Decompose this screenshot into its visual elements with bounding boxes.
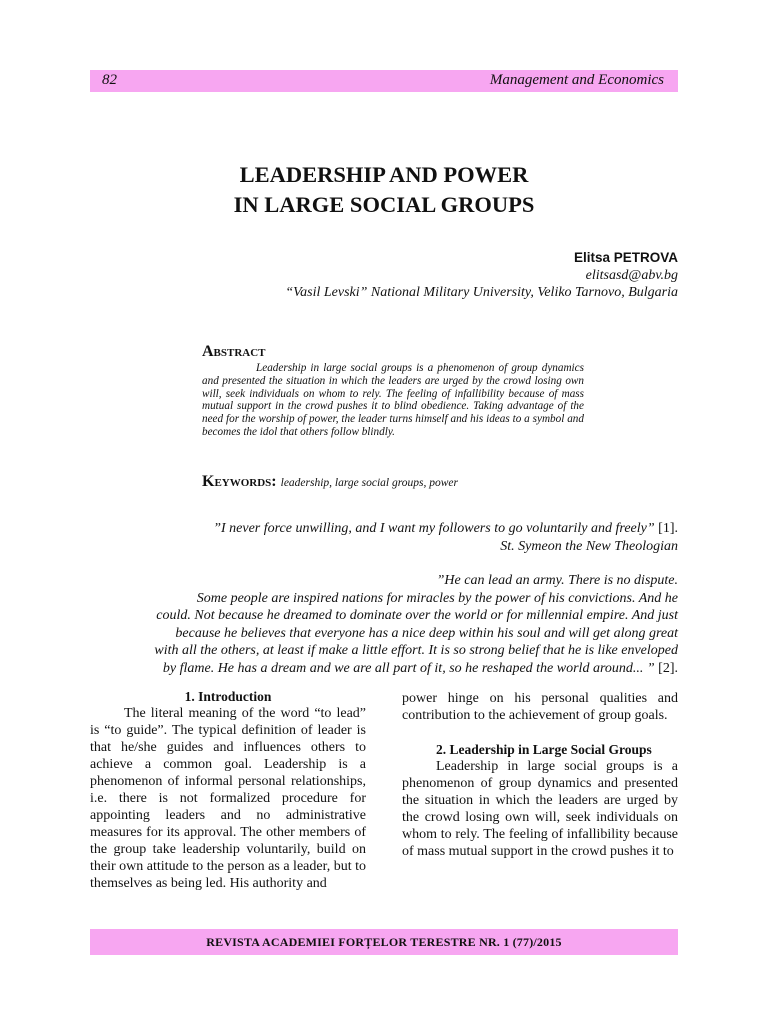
footer-journal-title: REVISTA ACADEMIEI FORȚELOR TERESTRE NR. 1 (77)/2015 <box>206 935 562 949</box>
journal-section: Management and Economics <box>489 72 664 88</box>
keywords-heading: Keywords: <box>202 473 277 490</box>
title-line-2: IN LARGE SOCIAL GROUPS <box>233 192 535 217</box>
author-name: Elitsa PETROVA <box>573 250 678 265</box>
article-title <box>90 160 678 220</box>
epigraph-2 <box>90 572 678 677</box>
footer-band <box>90 929 678 955</box>
epigraph-2-line: Some people are inspired nations for miracles by the power of his convictions. And he <box>196 590 678 606</box>
epigraph-2-line: by flame. He has a dream and we are all part of it, so he reshaped the world around... ” <box>162 660 655 676</box>
epigraph-2-line: ”He can lead an army. There is no dispute. <box>436 573 678 588</box>
page-number: 82 <box>102 72 117 88</box>
keywords-text: leadership, large social groups, power <box>280 477 459 489</box>
epigraph-1-ref: [1]. <box>658 521 678 536</box>
epigraph-2-line: because he believes that everyone has a nice deep within his soul and will get along great <box>175 625 678 641</box>
author-affiliation: “Vasil Levski” National Military University, Veliko Tarnovo, Bulgaria <box>285 285 678 300</box>
section-1-paragraph: The literal meaning of the word “to lead” is “to guide”. The typical definition of leader is that he/she guides and influences others to achieve a common goal. Leadership is a phenomenon of informal personal relationships, i.e. there is not formalized procedure for appointing leaders and no administrative measures for its approval. The other members of the group take leadership voluntarily, build on their own attitude to the person as a leader, but to themselves as being led. His authority and <box>90 706 366 891</box>
section-2-heading: 2. Leadership in Large Social Groups <box>436 742 652 757</box>
epigraph-2-line: with all the others, at least if make a little effort. It is so strong belief that he is like enveloped <box>154 643 678 658</box>
epigraph-1 <box>213 520 678 556</box>
epigraph-1-quote: ”I never force unwilling, and I want my followers to go voluntarily and freely” <box>213 521 655 536</box>
title-line-1: LEADERSHIP AND POWER <box>239 162 529 187</box>
epigraph-2-ref: [2]. <box>658 660 678 676</box>
section-2-paragraph: Leadership in large social groups is a phenomenon of group dynamics and presented the situation in which the leaders are urged by the crowd losing own will, seek individuals on whom to rely. The feeling of infallibility because of mass mutual support in the crowd pushes it to <box>402 759 678 859</box>
author-email[interactable]: elitsasd@abv.bg <box>585 268 678 283</box>
right-column <box>402 690 678 860</box>
section-1-heading: 1. Introduction <box>184 689 272 704</box>
header-band <box>90 70 678 92</box>
epigraph-2-line: could. Not because he dreamed to dominate over the world or for millennial empire. And just <box>156 608 678 623</box>
abstract-heading: Abstract <box>202 343 266 360</box>
left-column <box>90 688 366 892</box>
abstract-text: Leadership in large social groups is a phenomenon of group dynamics and presented the situation in which the leaders are urged by the crowd losing own will, seek individuals on whom to rely. The feeling of infallibility because of mass mutual support in the crowd pushes it to blind obedience. Taking advantage of the need for the worship of power, the leader turns himself and his ideas to a symbol and becomes the idol that others follow blindly. <box>202 362 584 438</box>
keywords <box>202 473 458 491</box>
epigraph-1-attribution: St. Symeon the New Theologian <box>500 539 678 554</box>
section-1-continued: power hinge on his personal qualities and contribution to the achievement of group goals. <box>402 691 678 723</box>
